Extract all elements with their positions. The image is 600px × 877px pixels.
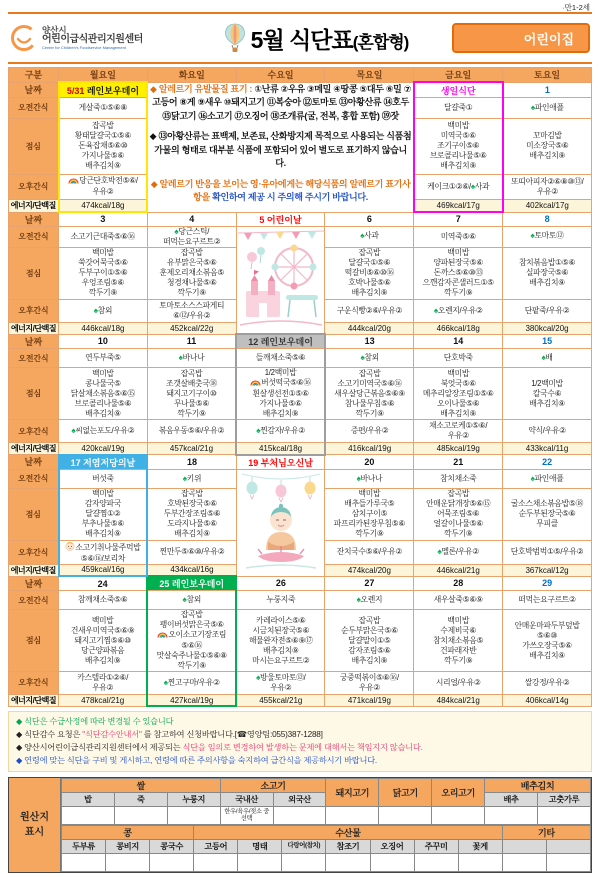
fruit-icon: ♠ — [356, 473, 361, 483]
age-group-label: ·만1-2세 — [562, 3, 590, 12]
lunch-cell: 잡곡밥 황태달걀국①⑤⑥ 돈육잡채⑤⑥⑩ 가지나물⑤⑥ 배추김치⑨ — [59, 118, 148, 174]
smiley-logo-icon — [10, 24, 38, 52]
lunch-cell: 잡곡밥 소고기미역국⑤⑥⑯ 새우살당근볶음⑤⑥⑨ 참나물무침⑤⑥ 깍두기⑨ — [325, 368, 414, 420]
origin-column-header: 고등어 — [194, 840, 238, 854]
energy-protein-cell: 446kcal/21g — [414, 564, 503, 576]
row-label-date: 날짜 — [9, 212, 59, 226]
note-line: ◆ 식단은 수급사정에 따라 변경될 수 있습니다 — [16, 717, 174, 727]
energy-protein-cell: 367kcal/12g — [503, 564, 592, 576]
org-name-english: Center for Children's Foodservice Management — [42, 44, 126, 50]
afternoon-snack-cell: 증편/우유② — [325, 420, 414, 443]
origin-value-cell — [379, 807, 432, 825]
origin-column-header: 누룽지 — [167, 793, 220, 807]
morning-snack-cell: 연두부죽⑤ — [59, 349, 148, 368]
origin-value-cell — [194, 854, 238, 872]
origin-group-header: 콩 — [62, 826, 194, 840]
date-cell: 29 — [503, 576, 592, 591]
origin-value-cell — [282, 854, 326, 872]
energy-protein-cell: 484kcal/21g — [414, 694, 503, 706]
row-label-morning-snack: 오전간식 — [9, 591, 59, 610]
afternoon-snack-cell: ♠찐고구마/우유② — [147, 671, 236, 694]
date-cell: 5/31 레인보우데이 — [59, 82, 148, 98]
lunch-cell: 잡곡밥 팽이버섯맑은국⑤⑥ 오이소고기장조림 ⑤⑥⑯ 맛살숙주나물①⑤⑥⑧ 깍두기⑨ — [147, 610, 236, 672]
fruit-icon: ♠ — [178, 353, 183, 363]
date-cell: 생일식단 — [414, 82, 503, 98]
weekday-header: 월요일 — [59, 68, 148, 83]
fruit-icon: ♠ — [163, 677, 168, 687]
morning-snack-cell: 떠먹는요구르트② — [503, 591, 592, 610]
energy-protein-cell: 474kcal/20g — [325, 564, 414, 576]
afternoon-snack-cell: 또띠아피자②⑥⑧⑩⑬/ 우유② — [503, 174, 592, 199]
energy-protein-cell: 444kcal/20g — [325, 322, 414, 334]
morning-snack-cell: 게살죽①⑤⑥⑧ — [59, 98, 148, 118]
afternoon-snack-cell: 단호박범벅①⑤/우유② — [503, 540, 592, 564]
date-cell: 6 — [325, 212, 414, 226]
energy-protein-cell: 466kcal/18g — [414, 322, 503, 334]
date-cell: 24 — [59, 576, 148, 591]
origin-column-header: 주꾸미 — [414, 840, 458, 854]
morning-snack-cell: 미역죽⑤⑥ — [414, 226, 503, 247]
energy-protein-cell: 433kcal/11g — [503, 443, 592, 455]
origin-value-cell — [238, 854, 282, 872]
fruit-icon: ♠ — [93, 305, 98, 315]
origin-column-header: 배추 — [485, 793, 538, 807]
morning-snack-cell: ♠사과 — [325, 226, 414, 247]
energy-protein-cell: 459kcal/16g — [59, 564, 148, 576]
origin-labeling-table — [8, 777, 592, 873]
rainbow-icon — [250, 379, 261, 389]
energy-protein-cell: 380kcal/20g — [503, 322, 592, 334]
childrens-day-illustration — [238, 229, 324, 329]
date-cell: 3 — [59, 212, 148, 226]
morning-snack-cell: 달걀죽① — [414, 98, 503, 118]
origin-value-cell — [150, 854, 194, 872]
row-label-date: 날짜 — [9, 82, 59, 98]
date-cell: 5 어린이날 — [236, 212, 325, 226]
fruit-icon: ♠ — [433, 305, 438, 315]
fruit-icon: ♠ — [530, 231, 535, 241]
afternoon-snack-cell: 약식/우유② — [503, 420, 592, 443]
center-logo — [10, 24, 180, 52]
row-label-energy-protein: 에너지/단백질 — [9, 322, 59, 334]
energy-protein-cell: 406kcal/14g — [503, 694, 592, 706]
origin-table-meat-rice — [61, 778, 591, 825]
energy-protein-cell: 457kcal/21g — [147, 443, 236, 455]
fruit-icon: ♠ — [530, 102, 535, 112]
afternoon-snack-cell: ♠멜론/우유② — [414, 540, 503, 564]
origin-value-cell — [326, 854, 370, 872]
origin-column-header: 명태 — [238, 840, 282, 854]
childrens-day-cell — [236, 226, 325, 334]
origin-column-header: 고춧가루 — [538, 793, 591, 807]
row-label-morning-snack: 오전간식 — [9, 349, 59, 368]
date-cell: 8 — [503, 212, 592, 226]
row-label-lunch: 점심 — [9, 247, 59, 299]
lunch-cell: 잡곡밥 안매운닭개장⑤⑥⑮ 어묵조림⑤⑥ 얼갈이나물⑤⑥ 깍두기⑨ — [414, 488, 503, 540]
header — [8, 12, 592, 64]
weekday-header: 토요일 — [503, 68, 592, 83]
footer-notes — [8, 711, 592, 772]
fruit-icon: ♠ — [541, 353, 546, 363]
lunch-cell: 백미밥 배추들가루국⑤ 삼치구이⑤ 파프리카된장무침⑤⑥ 깍두기⑨ — [325, 488, 414, 540]
fruit-icon: ♠ — [182, 595, 187, 605]
morning-snack-cell: 참치채소죽 — [414, 469, 503, 488]
morning-snack-cell: 들깨채소죽⑤⑥ — [236, 349, 325, 368]
lunch-cell: 1/2백미밥 버섯떡국⑤⑥⑯ 흰살생선전①⑤⑥ 가지나물⑤⑥ 배추김치⑨ — [236, 368, 325, 420]
lunch-cell: 백미밥 건새우미역국⑤⑥⑨ 돼지고기찜⑤⑥⑩ 당근양파볶음 배추김치⑨ — [59, 610, 148, 672]
energy-protein-cell: 469kcal/17g — [414, 199, 503, 212]
row-label-energy-protein: 에너지/단백질 — [9, 199, 59, 212]
date-cell: 19 부처님오신날 — [236, 455, 325, 470]
meal-plan-table — [8, 67, 592, 707]
energy-protein-cell: 427kcal/19g — [147, 694, 236, 706]
afternoon-snack-cell: 카스텔라①②⑥/ 우유② — [59, 671, 148, 694]
morning-snack-cell: ♠참외 — [325, 349, 414, 368]
lunch-cell: 잡곡밥 호박된장국⑤⑥ 두부간장조림⑤⑥ 도라지나물⑤⑥ 배추김치⑨ — [147, 488, 236, 540]
afternoon-snack-cell: 케이크①②⑥/♠사과 — [414, 174, 503, 199]
origin-column-header — [502, 840, 546, 854]
origin-value-cell — [546, 854, 590, 872]
fruit-icon: ♠ — [182, 473, 187, 483]
lunch-cell: 잡곡밥 순두부맑은국⑤⑥ 달걀말이①⑤ 감자조림⑤⑥ 배추김치⑨ — [325, 610, 414, 672]
buddha-birthday-cell — [236, 469, 325, 576]
origin-value-cell — [106, 854, 150, 872]
origin-column-header: 참조기 — [326, 840, 370, 854]
morning-snack-cell: ♠토마토⑫ — [503, 226, 592, 247]
energy-protein-cell: 416kcal/19g — [325, 443, 414, 455]
origin-value-cell — [114, 807, 167, 825]
origin-column-header: 오징어 — [370, 840, 414, 854]
origin-value-cell — [414, 854, 458, 872]
fruit-icon: ♠ — [470, 181, 475, 191]
lunch-cell: 백미밥 감자양파국 달걀찜①② 부추나물⑤⑥ 배추김치⑨ — [59, 488, 148, 540]
row-label-lunch: 점심 — [9, 610, 59, 672]
date-cell: 21 — [414, 455, 503, 470]
origin-group-header: 오리고기 — [432, 779, 485, 807]
date-cell: 13 — [325, 334, 414, 349]
lunch-cell: 백미밥 미역국⑤⑥ 조기구이⑤⑥ 브로콜리나물⑤⑥ 배추김치⑨ — [414, 118, 503, 174]
origin-column-header: 콩국수 — [150, 840, 194, 854]
date-cell: 22 — [503, 455, 592, 470]
afternoon-snack-cell: 잔치국수⑤⑥/우유② — [325, 540, 414, 564]
fruit-icon: ♠ — [256, 426, 261, 436]
origin-column-header: 국내산 — [220, 793, 273, 807]
afternoon-snack-cell: 채소고로케①⑤⑥/ 우유② — [414, 420, 503, 443]
origin-column-header: 죽 — [114, 793, 167, 807]
date-cell: 27 — [325, 576, 414, 591]
page-title-suffix: (혼합형) — [352, 32, 409, 52]
origin-value-cell — [458, 854, 502, 872]
afternoon-snack-cell: ♠씨없는포도/우유② — [59, 420, 148, 443]
fruit-icon: ♠ — [360, 353, 365, 363]
afternoon-snack-cell: ♠참외 — [59, 299, 148, 322]
date-cell: 17 저염저당의날 — [59, 455, 148, 470]
afternoon-snack-cell: 쌀강정/우유② — [503, 671, 592, 694]
energy-protein-cell: 446kcal/18g — [59, 322, 148, 334]
page-title: 5월 식단표(혼합형) — [250, 26, 409, 53]
origin-group-header: 배추김치 — [485, 779, 591, 793]
date-cell: 25 레인보우데이 — [147, 576, 236, 591]
morning-snack-cell: 참깨채소죽⑤⑥ — [59, 591, 148, 610]
row-label-lunch: 점심 — [9, 118, 59, 174]
note-line: ◆ 식단감수 요청은 "식단감수안내서" 를 참고하여 신청바랍니다.[☎영양팀:055)387-1288] — [16, 730, 323, 740]
energy-protein-cell: 474kcal/18g — [59, 199, 148, 212]
origin-column-header: 밥 — [62, 793, 115, 807]
date-cell: 15 — [503, 334, 592, 349]
weekday-header: 금요일 — [414, 68, 503, 83]
origin-value-cell — [273, 807, 326, 825]
morning-snack-cell: ♠파인애플 — [503, 469, 592, 488]
lunch-cell: 굴소스채소볶음밥⑤⑱ 순두부된장국⑤⑥ 무피클 — [503, 488, 592, 540]
date-cell: 18 — [147, 455, 236, 470]
origin-column-header: 외국산 — [273, 793, 326, 807]
origin-column-header: 다랑어(참치) — [282, 840, 326, 854]
morning-snack-cell: 누룽지죽 — [236, 591, 325, 610]
afternoon-snack-cell: 구운식빵②⑥/우유② — [325, 299, 414, 322]
origin-column-header: 꽃게 — [458, 840, 502, 854]
baby-face-icon — [65, 541, 75, 554]
lunch-cell: 백미밥 수제비국⑥ 참치채소볶음⑤ 건파래자반 깍두기⑨ — [414, 610, 503, 672]
weekday-header: 수요일 — [236, 68, 325, 83]
origin-group-header: 닭고기 — [379, 779, 432, 807]
date-cell: 20 — [325, 455, 414, 470]
origin-value-cell — [167, 807, 220, 825]
origin-value-cell — [62, 854, 106, 872]
date-cell: 26 — [236, 576, 325, 591]
row-label-energy-protein: 에너지/단백질 — [9, 694, 59, 706]
lunch-cell: 1/2백미밥 칼국수⑥ 배추김치⑨ — [503, 368, 592, 420]
fruit-icon: ♠ — [356, 595, 361, 605]
lunch-cell: 안매운마파두부덮밥 ⑤⑥⑩ 가쓰오장국⑤⑥ 배추김치⑨ — [503, 610, 592, 672]
energy-protein-cell: 415kcal/18g — [236, 443, 325, 455]
row-label-morning-snack: 오전간식 — [9, 226, 59, 247]
origin-group-header: 소고기 — [220, 779, 326, 793]
origin-column-header: 두부류 — [62, 840, 106, 854]
allergy-caution-note: ◆ 알레르기 반응을 보이는 영·유아에게는 해당식품의 알레르기 표기사항을 확인하여 제공 시 주의해 주시기 바랍니다. — [150, 178, 411, 202]
facility-type-badge: 어린이집 — [452, 23, 590, 53]
origin-group-header: 돼지고기 — [326, 779, 379, 807]
date-cell: 1 — [503, 82, 592, 98]
origin-value-cell — [370, 854, 414, 872]
energy-protein-cell: 434kcal/16g — [147, 564, 236, 576]
morning-snack-cell: ♠당근스틱/ 떠먹는요구르트② — [147, 226, 236, 247]
morning-snack-cell: 소고기근대죽⑤⑥⑯ — [59, 226, 148, 247]
lunch-cell: 백미밥 콩나물국⑤ 닭살채소볶음⑤⑥⑮ 브로콜리나물⑤⑥ 배추김치⑨ — [59, 368, 148, 420]
energy-protein-cell: 452kcal/22g — [147, 322, 236, 334]
energy-protein-cell: 420kcal/19g — [59, 443, 148, 455]
date-cell: 28 — [414, 576, 503, 591]
hot-air-balloon-icon — [224, 23, 246, 53]
morning-snack-cell: 단호박죽 — [414, 349, 503, 368]
morning-snack-cell: 새우살죽⑤⑥⑨ — [414, 591, 503, 610]
morning-snack-cell: ♠바나나 — [325, 469, 414, 488]
origin-value-cell — [502, 854, 546, 872]
lunch-cell: 백미밥 북엇국⑤⑥ 메추리알장조림①⑤⑥ 오이나물⑤⑥ 배추김치⑨ — [414, 368, 503, 420]
morning-snack-cell: 버섯죽 — [59, 469, 148, 488]
lunch-cell: 잡곡밥 조갯살배춧국⑱ 돼지고기구이⑩ 무나물⑤⑥ 깍두기⑨ — [147, 368, 236, 420]
morning-snack-cell: ♠참외 — [147, 591, 236, 610]
row-label-lunch: 점심 — [9, 368, 59, 420]
date-cell: 4 — [147, 212, 236, 226]
afternoon-snack-cell: 단팥죽/우유② — [503, 299, 592, 322]
date-cell: 12 레인보우데이 — [236, 334, 325, 349]
allergy-info-panel — [147, 82, 413, 212]
weekday-header: 화요일 — [147, 68, 236, 83]
allergy-legend: ◆ 알레르기 유발물질 표기 : ①난류 ②우유 ③메밀 ④땅콩 ⑤대두 ⑥밀 ⑦고등어 ⑧게 ⑨새우 ⑩돼지고기 ⑪복숭아 ⑫토마토 ⑬아황산류 ⑭호두 ⑮닭고기 ⑯소고기 ⑰오징어 ⑱조개류(굴, 전복, 홍합 포함) ⑲잣 — [150, 83, 412, 121]
fruit-icon: ♠ — [437, 547, 442, 557]
afternoon-snack-cell: 볶음우동⑤⑥/우유② — [147, 420, 236, 443]
origin-value-cell — [485, 807, 538, 825]
afternoon-snack-cell: ♠오렌지/우유② — [414, 299, 503, 322]
row-label-energy-protein: 에너지/단백질 — [9, 443, 59, 455]
afternoon-snack-cell: ♠찐감자/우유② — [236, 420, 325, 443]
row-label-morning-snack: 오전간식 — [9, 469, 59, 488]
lunch-cell: 백미밥 쑥갓어묵국⑤⑥ 두부구이①⑤⑥ 우엉조림⑤⑥ 깍두기⑨ — [59, 247, 148, 299]
fruit-icon: ♠ — [71, 426, 76, 436]
afternoon-snack-cell: 시리얼/우유② — [414, 671, 503, 694]
energy-protein-cell: 471kcal/19g — [325, 694, 414, 706]
origin-value-cell — [432, 807, 485, 825]
origin-group-header: 수산물 — [194, 826, 503, 840]
energy-protein-cell: 402kcal/17g — [503, 199, 592, 212]
afternoon-snack-cell: 찐만두⑤⑥⑩/우유② — [147, 540, 236, 564]
row-label-morning-snack: 오전간식 — [9, 98, 59, 118]
org-name-line2: 어린이급식관리지원센터 — [42, 34, 143, 46]
row-label-date: 날짜 — [9, 334, 59, 349]
fruit-icon: ♠ — [360, 231, 365, 241]
row-label-afternoon-snack: 오후간식 — [9, 540, 59, 564]
lunch-cell: 잡곡밥 달걀국①⑤⑥ 떡갈비⑤⑥⑩⑯ 호박나물⑤⑥ 배추김치⑨ — [325, 247, 414, 299]
origin-label: 원산지 표시 — [9, 778, 61, 872]
origin-group-header: 쌀 — [62, 779, 221, 793]
row-label-afternoon-snack: 오후간식 — [9, 174, 59, 199]
origin-value-cell — [538, 807, 591, 825]
afternoon-snack-cell: 토마토소스스파게티 ⑥⑫/우유② — [147, 299, 236, 322]
energy-protein-cell: 455kcal/21g — [236, 694, 325, 706]
row-label-energy-protein: 에너지/단백질 — [9, 564, 59, 576]
afternoon-snack-cell: 소고기취나물주먹밥 ⑤⑥⑯/보리차 — [59, 540, 148, 564]
org-name-line1: 양산시 — [42, 25, 67, 36]
weekday-header-row — [9, 68, 592, 83]
origin-column-header — [546, 840, 590, 854]
date-cell: 10 — [59, 334, 148, 349]
afternoon-snack-cell: 궁중떡볶이⑤⑥⑯/ 우유② — [325, 671, 414, 694]
rainbow-icon — [68, 177, 79, 187]
corner-header: 구분 — [9, 68, 59, 83]
afternoon-snack-cell: 당근단호박전⑤⑥/ 우유② — [59, 174, 148, 199]
date-cell: 14 — [414, 334, 503, 349]
weekday-header: 목요일 — [325, 68, 414, 83]
origin-value-cell: 한우/육우/젖소 중 선택 — [220, 807, 273, 825]
morning-snack-cell: ♠바나나 — [147, 349, 236, 368]
lunch-cell: 카레라이스⑤⑥ 시금치된장국⑤⑥ 해물완자전⑤⑥⑨⑰ 배추김치⑨ 마시는요구르트② — [236, 610, 325, 672]
morning-snack-cell: ♠배 — [503, 349, 592, 368]
origin-value-cell — [62, 807, 115, 825]
origin-value-cell — [326, 807, 379, 825]
row-label-date: 날짜 — [9, 576, 59, 591]
date-cell: 11 — [147, 334, 236, 349]
lunch-cell: 꼬마김밥 미소장국⑤⑥ 배추김치⑨ — [503, 118, 592, 174]
note-line: ◆ 양산시어린이급식관리지원센터에서 제공되는 식단을 임의로 변경하여 발생하는 문제에 대해서는 책임지지 않습니다. — [16, 742, 423, 752]
lunch-cell: 잡곡밥 유부맑은국⑤⑥ 훈제오리채소볶음⑤ 청경채나물⑤⑥ 깍두기⑨ — [147, 247, 236, 299]
fruit-icon: ♠ — [256, 672, 261, 682]
date-cell: 7 — [414, 212, 503, 226]
row-label-afternoon-snack: 오후간식 — [9, 420, 59, 443]
fruit-icon: ♠ — [530, 473, 535, 483]
morning-snack-cell: ♠오렌지 — [325, 591, 414, 610]
lunch-cell: 참치볶음밥①⑤⑥ 실파장국⑤⑥ 배추김치⑨ — [503, 247, 592, 299]
origin-group-header: 기타 — [502, 826, 590, 840]
energy-protein-cell: 478kcal/21g — [59, 694, 148, 706]
origin-column-header: 콩비지 — [106, 840, 150, 854]
morning-snack-cell: ♠파인애플 — [503, 98, 592, 118]
row-label-afternoon-snack: 오후간식 — [9, 299, 59, 322]
buddha-day-illustration — [238, 472, 324, 572]
fruit-icon: ♠ — [174, 226, 179, 236]
allergy-sulfite-note: ◆ ⑬아황산류는 표백제, 보존료, 산화방지제 목적으로 사용되는 식품첨가물의 형태로 대부분 식품에 포함되어 있어 별도로 표기하지 않습니다. — [149, 131, 412, 168]
energy-protein-cell: 485kcal/19g — [414, 443, 503, 455]
morning-snack-cell: ♠키위 — [147, 469, 236, 488]
note-line: ◆ 연령에 맞는 식단을 구비 및 게시하고, 연령에 따른 주의사항을 숙지하여 급간식을 제공하시기 바랍니다. — [16, 755, 378, 765]
row-label-afternoon-snack: 오후간식 — [9, 671, 59, 694]
afternoon-snack-cell: ♠방울토마토⑫/ 우유② — [236, 671, 325, 694]
lunch-cell: 백미밥 양파된장국⑤⑥ 돈까스⑤⑥⑩⑬ 으깬감자콘샐러드①⑤ 깍두기⑨ — [414, 247, 503, 299]
row-label-date: 날짜 — [9, 455, 59, 470]
row-label-lunch: 점심 — [9, 488, 59, 540]
rainbow-icon — [157, 631, 168, 641]
